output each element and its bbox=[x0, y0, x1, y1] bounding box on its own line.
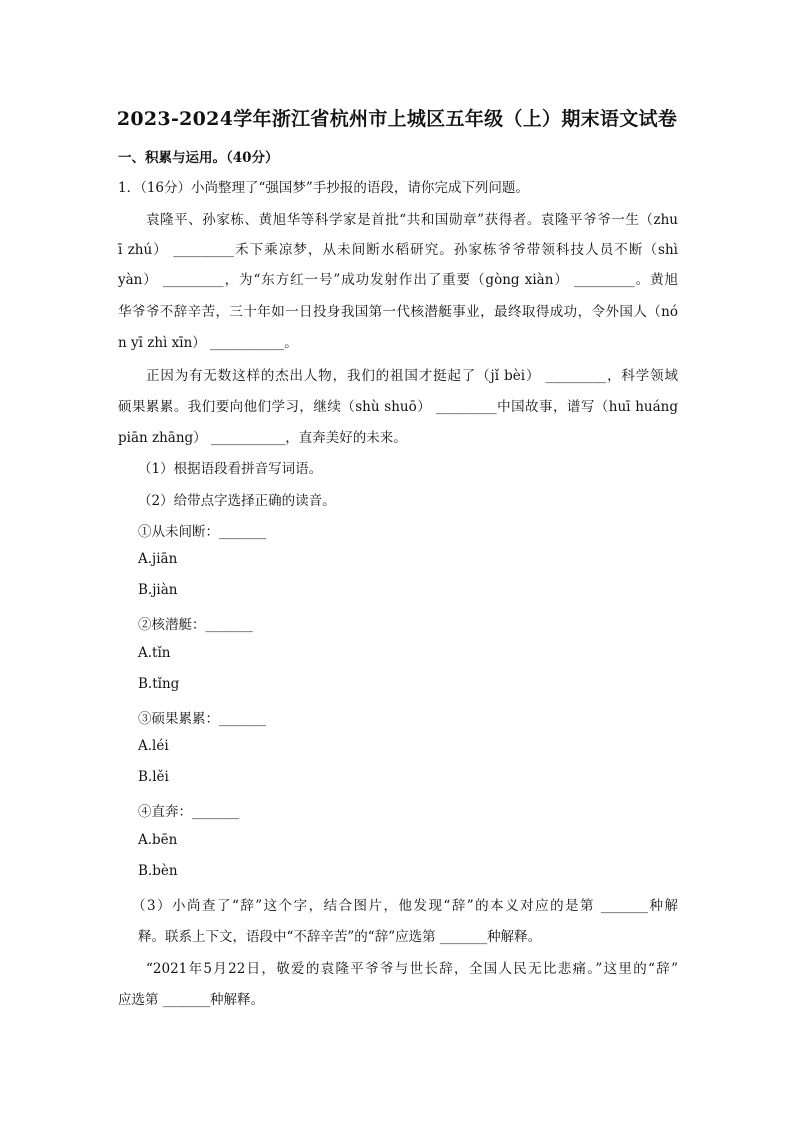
option-b: B.tǐng bbox=[138, 676, 180, 692]
passage-line: n yī zhì xīn） ___________。 bbox=[118, 335, 298, 351]
option-a: A.jiān bbox=[138, 551, 178, 567]
passage-line: ī zhú） _________禾下乘凉梦，从未间断水稻研究。孙家栋爷爷带领科技人员不断（shì bbox=[118, 242, 678, 258]
item-prompt: ④直奔：_______ bbox=[138, 804, 240, 820]
option-b: B.lěi bbox=[138, 769, 169, 785]
item-prompt: ③硕果累累：_______ bbox=[138, 711, 267, 727]
item-prompt: ①从未间断：_______ bbox=[138, 524, 267, 540]
option-b: B.bèn bbox=[138, 863, 178, 879]
section-heading: 一、积累与运用。（40分） bbox=[118, 150, 279, 166]
page-title: 2023-2024学年浙江省杭州市上城区五年级（上）期末语文试卷 bbox=[116, 108, 678, 130]
sub-question-1: （1）根据语段看拼音写词语。 bbox=[138, 461, 323, 477]
passage-line: 华爷爷不辞辛苦，三十年如一日投身我国第一代核潜艇事业，最终取得成功，令外国人（nó bbox=[118, 304, 678, 320]
item-prompt: ②核潜艇：_______ bbox=[138, 617, 253, 633]
passage-line: yàn） _________，为“东方红一号”成功发射作出了重要（gòng xiàn） _________。黄旭 bbox=[118, 272, 678, 288]
quote-line: 应选第 _______种解释。 bbox=[118, 992, 265, 1008]
sub-question-3: （3）小尚查了“辞”这个字，结合图片，他发现“辞”的本义对应的是第 _______种解 bbox=[132, 898, 678, 914]
sub-question-3-cont: 释。联系上下文，语段中“不辞辛苦”的“辞”应选第 _______种解释。 bbox=[138, 929, 542, 945]
passage-line: 袁隆平、孙家栋、黄旭华等科学家是首批“共和国勋章”获得者。袁隆平爷爷一生（zhu bbox=[146, 212, 678, 228]
sub-question-2: （2）给带点字选择正确的读音。 bbox=[138, 493, 336, 509]
passage-line: 正因为有无数这样的杰出人物，我们的祖国才挺起了（jǐ bèi） _________，科学领域 bbox=[146, 368, 678, 384]
option-b: B.jiàn bbox=[138, 582, 178, 598]
question-intro: 1．（16分）小尚整理了“强国梦”手抄报的语段，请你完成下列问题。 bbox=[118, 180, 529, 196]
quote-line: “2021年5月22日，敬爱的袁隆平爷爷与世长辞，全国人民无比悲痛。”这里的“辞” bbox=[146, 961, 678, 977]
passage-line: piān zhāng） ___________，直奔美好的未来。 bbox=[118, 430, 407, 446]
option-a: A.tǐn bbox=[138, 645, 171, 661]
option-a: A.bēn bbox=[138, 832, 178, 848]
option-a: A.léi bbox=[138, 738, 169, 754]
passage-line: 硕果累累。我们要向他们学习，继续（shù shuō） _________中国故事，谱写（huī huáng bbox=[118, 399, 678, 415]
